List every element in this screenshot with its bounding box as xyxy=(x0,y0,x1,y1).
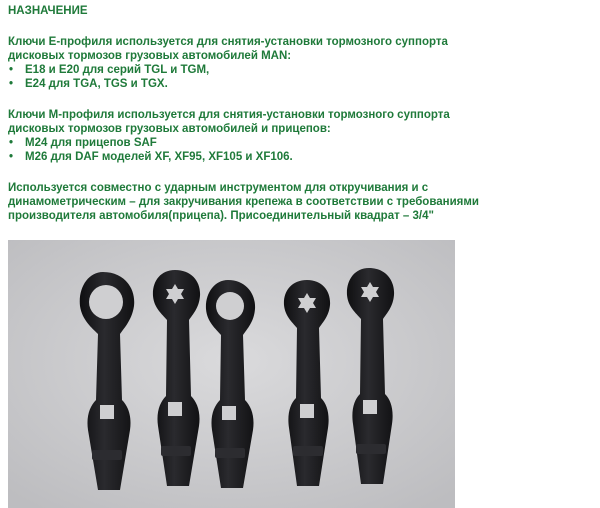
e-profile-intro-line2: дисковых тормозов грузовых автомобилей MAN: xyxy=(8,50,292,62)
list-item-text: M24 для прицепов SAF xyxy=(25,137,157,149)
e-profile-intro-line1: Ключи E-профиля используется для снятия-установки тормозного суппорта xyxy=(8,36,448,48)
ring-opening xyxy=(216,292,244,320)
usage-text xyxy=(8,181,593,223)
list-item xyxy=(8,63,593,77)
wrenches-photo xyxy=(8,240,455,508)
usage-line2: динамометрическим – для закручивания крепежа в соответствии с требованиями xyxy=(8,196,479,208)
bullet-icon: • xyxy=(9,78,14,90)
list-item-text: E24 для TGA, TGS и TGX. xyxy=(25,78,168,90)
bullet-icon: • xyxy=(9,151,14,163)
ring-opening xyxy=(89,285,123,319)
square-drive xyxy=(168,402,182,416)
square-drive xyxy=(100,405,114,419)
bullet-icon: • xyxy=(9,64,14,76)
square-drive xyxy=(363,400,377,414)
wrenches-illustration xyxy=(8,240,455,508)
square-drive xyxy=(300,404,314,418)
impact-head xyxy=(161,446,191,456)
bullet-icon: • xyxy=(9,137,14,149)
impact-head xyxy=(215,448,245,458)
e-profile-intro xyxy=(8,35,593,63)
usage-line3: производителя автомобиля(прицепа). Присоединительный квадрат – 3/4" xyxy=(8,210,434,222)
square-drive xyxy=(222,406,236,420)
list-item xyxy=(8,150,593,164)
impact-head xyxy=(293,446,323,456)
impact-head xyxy=(356,444,386,454)
usage-line1: Используется совместно с ударным инструментом для откручивания и с xyxy=(8,182,429,194)
list-item xyxy=(8,136,593,150)
list-item-text: M26 для DAF моделей XF, XF95, XF105 и XF106. xyxy=(25,151,293,163)
document xyxy=(8,4,593,223)
m-profile-intro-line1: Ключи M-профиля используется для снятия-установки тормозного суппорта xyxy=(8,109,450,121)
impact-head xyxy=(92,450,122,460)
list-item xyxy=(8,77,593,91)
section-heading: НАЗНАЧЕНИЕ xyxy=(8,5,88,17)
list-item-text: E18 и E20 для серий TGL и TGM, xyxy=(25,64,210,76)
e-profile-list xyxy=(8,63,593,91)
m-profile-intro xyxy=(8,108,593,136)
m-profile-intro-line2: дисковых тормозов грузовых автомобилей и прицепов: xyxy=(8,123,331,135)
m-profile-list xyxy=(8,136,593,164)
